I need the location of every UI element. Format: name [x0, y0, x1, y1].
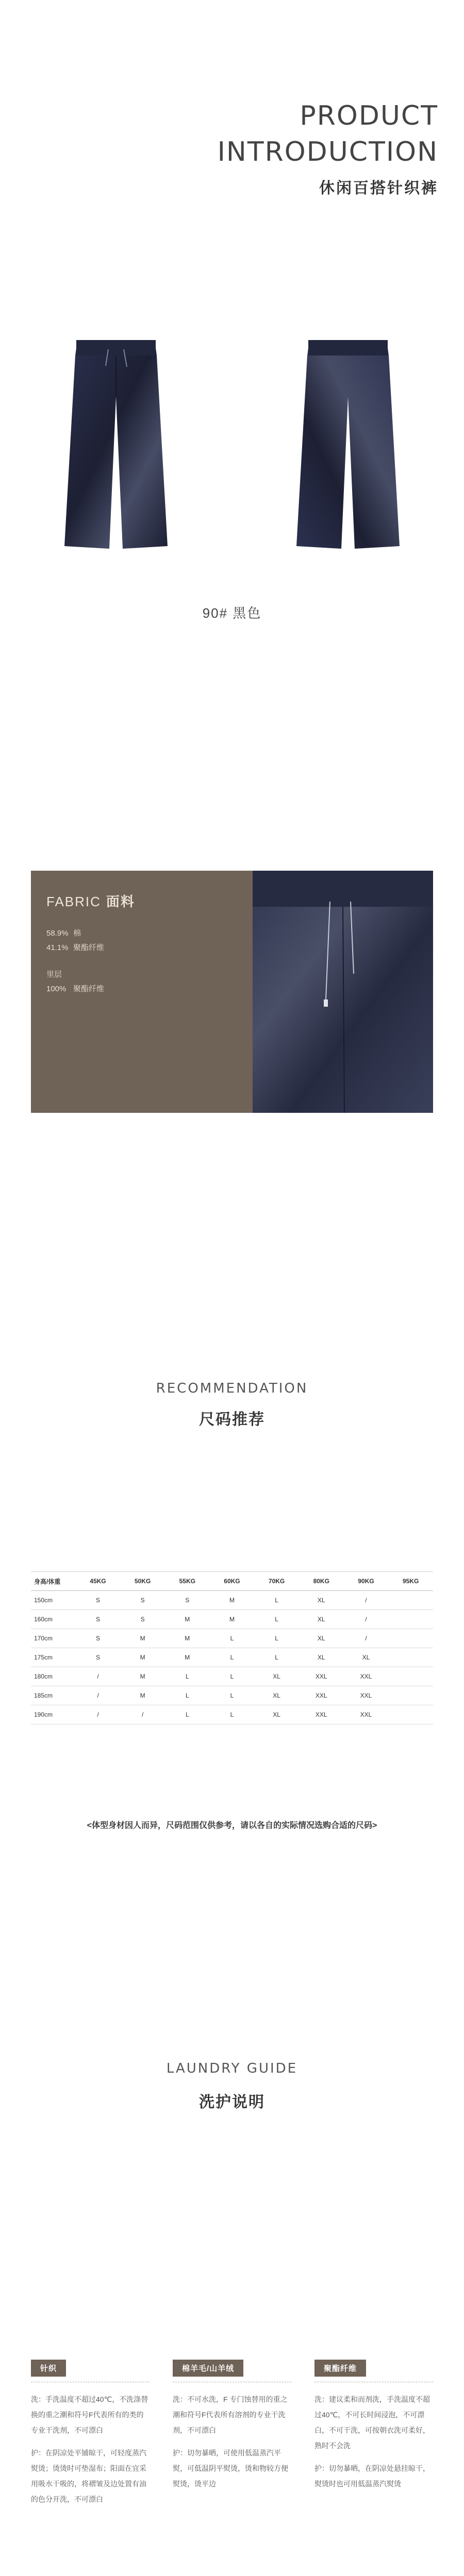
size-section-title-cn: 尺码推荐	[199, 1411, 265, 1428]
fabric-panel	[31, 871, 433, 1113]
size-cell: XXL	[344, 1705, 389, 1724]
size-col-header: 80KG	[299, 1572, 344, 1591]
size-cell: XL	[299, 1591, 344, 1610]
size-cell: L	[165, 1667, 210, 1686]
fabric-title-cn: 面料	[106, 894, 135, 909]
size-cell: L	[210, 1629, 255, 1648]
fabric-pct: 58.9%	[46, 929, 69, 938]
size-table-header-row	[31, 1572, 433, 1591]
size-cell: L	[254, 1591, 299, 1610]
size-cell	[388, 1686, 433, 1705]
size-cell: 175cm	[31, 1648, 76, 1667]
size-cell: 180cm	[31, 1667, 76, 1686]
size-section-title-en: RECOMMENDATION	[156, 1381, 308, 1396]
product-images	[0, 335, 464, 556]
fabric-lining	[46, 983, 104, 994]
care-wash-text: 洗：手洗温度不超过40℃，不洗涤替换的重之潮和符号F代表所有的类的专业干洗剂，不可漂白	[31, 2395, 148, 2434]
size-cell: XL	[254, 1705, 299, 1724]
size-cell	[388, 1610, 433, 1629]
size-cell: L	[210, 1686, 255, 1705]
size-cell: XL	[344, 1648, 389, 1667]
size-cell: L	[210, 1648, 255, 1667]
size-cell: M	[120, 1667, 165, 1686]
size-cell: L	[165, 1705, 210, 1724]
size-cell: M	[120, 1629, 165, 1648]
size-note: <体型身材因人而异，尺码范围仅供参考，请以各自的实际情况选购合适的尺码>	[87, 1821, 377, 1830]
size-cell: XL	[254, 1667, 299, 1686]
care-card-knit	[31, 2360, 150, 2514]
size-cell: 170cm	[31, 1629, 76, 1648]
fabric-material: 聚酯纤维	[73, 985, 105, 993]
color-label: 90# 黑色	[202, 605, 262, 621]
fabric-closeup-svg	[253, 871, 433, 1113]
size-col-header: 60KG	[210, 1572, 255, 1591]
fabric-material: 棉	[73, 929, 81, 938]
pants-back-svg	[294, 335, 402, 551]
fabric-title-en: FABRIC	[46, 894, 101, 909]
size-cell: S	[120, 1591, 165, 1610]
size-cell: XXL	[344, 1686, 389, 1705]
size-cell: S	[76, 1591, 121, 1610]
size-cell	[388, 1648, 433, 1667]
size-cell: L	[165, 1686, 210, 1705]
size-col-header: 95KG	[388, 1572, 433, 1591]
fabric-closeup-image	[253, 871, 433, 1113]
table-row	[31, 1591, 433, 1610]
fabric-material: 聚酯纤维	[73, 943, 105, 952]
size-cell: M	[120, 1648, 165, 1667]
size-cell: /	[344, 1591, 389, 1610]
laundry-title-en: LAUNDRY GUIDE	[166, 2061, 298, 2076]
size-cell: XL	[299, 1648, 344, 1667]
fabric-pct: 41.1%	[46, 943, 69, 952]
size-cell	[388, 1591, 433, 1610]
size-col-header: 身高/体重	[31, 1572, 76, 1591]
intro-title-line1: PRODUCT	[300, 100, 438, 131]
size-cell: /	[120, 1705, 165, 1724]
size-col-header: 55KG	[165, 1572, 210, 1591]
care-tag: 针织	[31, 2360, 66, 2377]
care-tag: 棉羊毛/山羊绒	[173, 2360, 243, 2377]
size-cell: M	[165, 1610, 210, 1629]
size-cell: 190cm	[31, 1705, 76, 1724]
size-cell: XXL	[299, 1686, 344, 1705]
table-row	[31, 1629, 433, 1648]
size-cell: 185cm	[31, 1686, 76, 1705]
size-cell: XXL	[344, 1667, 389, 1686]
care-tag: 聚酯纤维	[314, 2360, 366, 2377]
pants-back-image	[294, 335, 402, 551]
care-care-text: 护：切勿暴晒，可使用低温蒸汽平熨，可低温阴平熨烫，烫和物较方便熨烫，烫平边	[173, 2449, 288, 2488]
laundry-title-cn: 洗护说明	[199, 2094, 265, 2111]
size-cell: M	[120, 1686, 165, 1705]
size-table	[31, 1571, 433, 1724]
care-card-wool	[173, 2360, 291, 2499]
size-cell: XL	[299, 1610, 344, 1629]
size-cell: /	[76, 1705, 121, 1724]
size-cell: L	[254, 1648, 299, 1667]
size-cell: L	[210, 1667, 255, 1686]
size-cell	[388, 1667, 433, 1686]
fabric-pct: 100%	[46, 985, 67, 993]
size-cell: S	[76, 1610, 121, 1629]
size-cell: M	[165, 1629, 210, 1648]
product-name: 休闲百搭针织裤	[319, 180, 438, 197]
care-care-text: 护：在阴凉处平铺晾干，可轻度蒸汽熨烫；烫烫时可垫湿布；阳面在宜采用吸水干吸的，将褶皱及边处置有油的色分开洗，不可漂白	[31, 2449, 146, 2503]
fabric-title	[46, 891, 135, 910]
fabric-main-2	[46, 942, 104, 953]
size-cell: XL	[254, 1686, 299, 1705]
size-cell: L	[254, 1610, 299, 1629]
size-col-header: 45KG	[76, 1572, 121, 1591]
size-cell: M	[165, 1648, 210, 1667]
size-cell: /	[344, 1610, 389, 1629]
size-cell: L	[254, 1629, 299, 1648]
size-cell: XXL	[299, 1667, 344, 1686]
care-wash-text: 洗：不可水洗，F 专门蚀替用的重之潮和符号F代表所有溶剂的专业干洗剂，不可漂白	[173, 2395, 288, 2434]
size-cell: /	[76, 1667, 121, 1686]
fabric-info	[31, 871, 253, 1113]
care-card-polyester	[314, 2360, 433, 2499]
size-col-header: 50KG	[120, 1572, 165, 1591]
size-cell: M	[210, 1610, 255, 1629]
care-care-text: 护：切勿暴晒，在阴凉处悬挂晾干，熨烫时也可用低温蒸汽熨烫	[314, 2464, 430, 2488]
size-cell: XL	[299, 1629, 344, 1648]
size-col-header: 70KG	[254, 1572, 299, 1591]
size-cell: S	[76, 1648, 121, 1667]
size-cell: 160cm	[31, 1610, 76, 1629]
intro-title-line2: INTRODUCTION	[217, 137, 438, 167]
table-row	[31, 1667, 433, 1686]
size-col-header: 90KG	[344, 1572, 389, 1591]
pants-front-image	[62, 335, 170, 551]
size-cell	[388, 1705, 433, 1724]
size-cell: /	[76, 1686, 121, 1705]
size-cell: 150cm	[31, 1591, 76, 1610]
table-row	[31, 1705, 433, 1724]
size-cell: M	[210, 1591, 255, 1610]
pants-front-svg	[62, 335, 170, 551]
intro-title-en	[218, 98, 438, 170]
size-cell: S	[120, 1610, 165, 1629]
fabric-lining-label: 里层	[46, 970, 62, 979]
size-cell: /	[344, 1629, 389, 1648]
care-wash-text: 洗：建议柔和而剂洗，手洗温度不超过40℃，不可长时间浸泡，不可漂白，不可干洗，可按朝衣洗可柔好，熟时不会洗	[314, 2395, 430, 2450]
size-cell: S	[165, 1591, 210, 1610]
table-row	[31, 1610, 433, 1629]
size-cell: L	[210, 1705, 255, 1724]
size-cell	[388, 1629, 433, 1648]
table-row	[31, 1648, 433, 1667]
size-cell: XXL	[299, 1705, 344, 1724]
table-row	[31, 1686, 433, 1705]
fabric-main-1	[46, 927, 81, 938]
size-cell: S	[76, 1629, 121, 1648]
